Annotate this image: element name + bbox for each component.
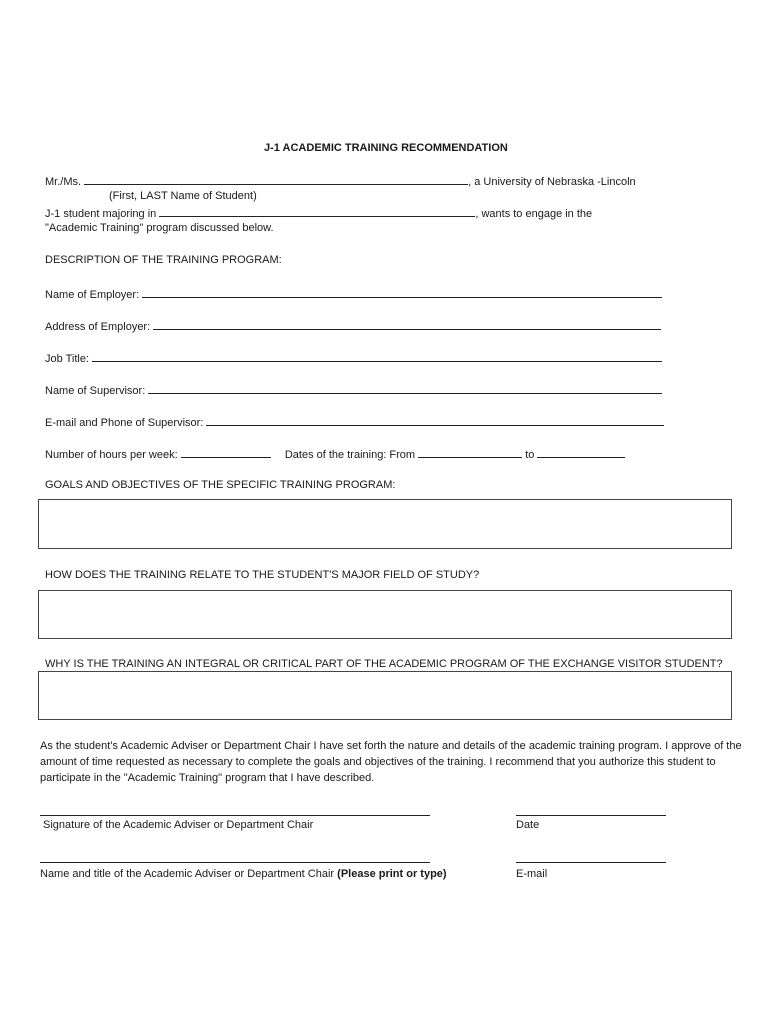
email-line[interactable] (516, 861, 666, 863)
job-title-field[interactable] (92, 351, 662, 362)
supervisor-contact-row (45, 415, 664, 429)
adviser-statement: As the student's Academic Adviser or Department Chair I have set forth the nature and details of the academic training program. I approve of the amount of time requested as necessary to complete the goals and objectives of the training. I recommend that you authorize this student to participate in the "Academic Training" program that I have described. (40, 740, 742, 784)
student-name-row (45, 174, 636, 188)
date-label: Date (516, 819, 540, 831)
university-label: , a University of Nebraska -Lincoln (468, 176, 636, 188)
hours-dates-row (45, 447, 625, 461)
supervisor-contact-label: E-mail and Phone of Supervisor: (45, 417, 204, 429)
student-name-hint: (First, LAST Name of Student) (109, 190, 257, 202)
engage-label: , wants to engage in the (475, 208, 593, 220)
employer-name-row (45, 287, 662, 301)
major-label: J-1 student majoring in (45, 208, 157, 220)
dates-label: Dates of the training: From (284, 449, 416, 461)
employer-name-field[interactable] (142, 287, 662, 298)
date-to-field[interactable] (537, 447, 625, 458)
goals-answer-box[interactable] (38, 499, 732, 549)
supervisor-name-field[interactable] (148, 383, 662, 394)
employer-name-label: Name of Employer: (45, 289, 140, 301)
job-title-row (45, 351, 662, 365)
student-name-field[interactable] (84, 174, 468, 185)
date-line[interactable] (516, 814, 666, 816)
integral-question: WHY IS THE TRAINING AN INTEGRAL OR CRITICAL PART OF THE ACADEMIC PROGRAM OF THE EXCHANGE VISITOR STUDENT? (45, 658, 723, 670)
dates-to-label: to (525, 449, 535, 461)
supervisor-name-row (45, 383, 662, 397)
relation-question: HOW DOES THE TRAINING RELATE TO THE STUDENT'S MAJOR FIELD OF STUDY? (45, 569, 480, 581)
job-title-label: Job Title: (45, 353, 90, 365)
program-line: "Academic Training" program discussed below. (45, 222, 274, 234)
integral-answer-box[interactable] (38, 671, 732, 720)
prefix-label: Mr./Ms. (45, 176, 82, 188)
supervisor-name-label: Name of Supervisor: (45, 385, 146, 397)
description-heading: DESCRIPTION OF THE TRAINING PROGRAM: (45, 254, 282, 266)
name-title-line[interactable] (40, 861, 430, 863)
employer-address-label: Address of Employer: (45, 321, 151, 333)
employer-address-row (45, 319, 661, 333)
supervisor-contact-field[interactable] (206, 415, 664, 426)
major-row (45, 206, 592, 220)
email-label: E-mail (516, 868, 548, 880)
hours-label: Number of hours per week: (45, 449, 178, 461)
form-title: J-1 ACADEMIC TRAINING RECOMMENDATION (264, 142, 508, 154)
hours-field[interactable] (181, 447, 271, 458)
name-title-label-row (40, 868, 447, 880)
name-title-label: Name and title of the Academic Adviser or Department Chair (40, 868, 335, 880)
employer-address-field[interactable] (153, 319, 661, 330)
major-field[interactable] (159, 206, 475, 217)
print-note: (Please print or type) (337, 868, 447, 880)
relation-answer-box[interactable] (38, 590, 732, 639)
signature-line[interactable] (40, 814, 430, 816)
goals-question: GOALS AND OBJECTIVES OF THE SPECIFIC TRAINING PROGRAM: (45, 479, 396, 491)
date-from-field[interactable] (418, 447, 522, 458)
signature-label: Signature of the Academic Adviser or Department Chair (43, 819, 314, 831)
